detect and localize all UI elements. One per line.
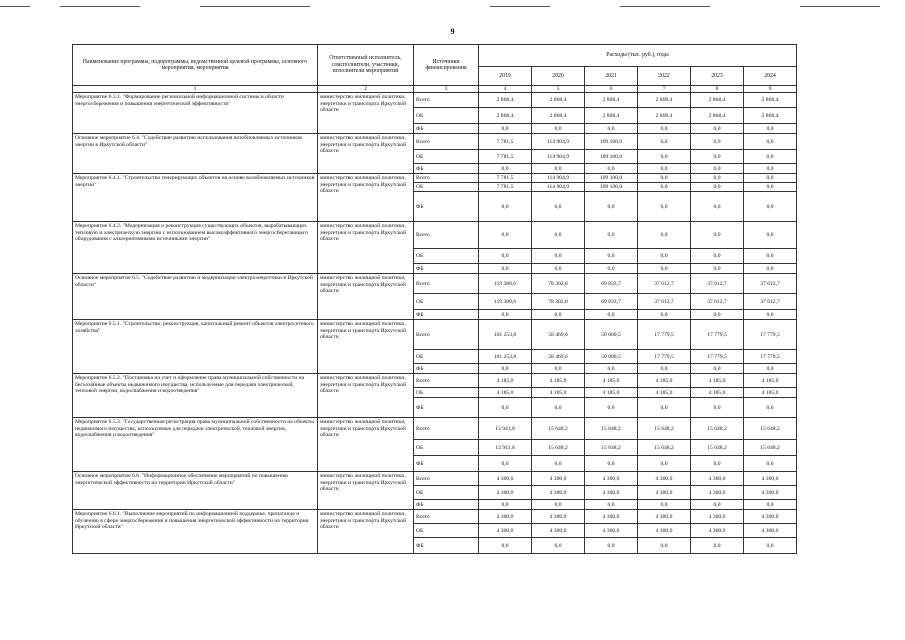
expense-cell: 15 648,2 [532, 418, 585, 440]
expense-cell: 0,0 [744, 124, 797, 134]
row-source: ОБ [414, 486, 479, 500]
row-executor: министерство жилищной политики, энергетики и транспорта Иркутской области [318, 320, 414, 374]
expense-cell: 0,0 [479, 398, 532, 418]
expense-cell: 58 469,6 [532, 320, 585, 350]
expense-cell: 4 185,0 [479, 374, 532, 388]
expense-cell: 0,0 [638, 183, 691, 192]
table-row [73, 174, 797, 183]
expense-cell: 109 100,0 [585, 134, 638, 150]
expense-cell: 0,0 [638, 192, 691, 222]
expense-cell: 0,0 [691, 192, 744, 222]
column-index: 5 [532, 86, 585, 93]
expense-cell: 0,0 [532, 456, 585, 472]
header-year: 2020 [532, 67, 585, 86]
expense-cell: 15 648,2 [744, 440, 797, 456]
expense-cell: 109 100,0 [585, 183, 638, 192]
expense-cell: 0,0 [585, 538, 638, 554]
column-index: 3 [414, 86, 479, 93]
expense-cell: 2 868,4 [532, 108, 585, 124]
expense-cell: 114 904,9 [532, 134, 585, 150]
expense-cell: 0,0 [532, 538, 585, 554]
expense-cell: 0,0 [744, 456, 797, 472]
expense-cell: 109 100,0 [585, 174, 638, 183]
expense-cell: 0,0 [532, 124, 585, 134]
expense-cell: 0,0 [691, 456, 744, 472]
expense-cell: 15 648,2 [638, 440, 691, 456]
expense-cell: 2 868,4 [691, 108, 744, 124]
row-executor: министерство жилищной политики, энергетики и транспорта Иркутской области [318, 472, 414, 510]
column-index: 9 [744, 86, 797, 93]
row-source: ФБ [414, 398, 479, 418]
expense-cell: 0,0 [532, 264, 585, 274]
expense-cell: 2 868,4 [744, 108, 797, 124]
column-index: 1 [73, 86, 318, 93]
expense-cell: 0,0 [744, 183, 797, 192]
expense-cell: 37 612,7 [744, 294, 797, 310]
expense-cell: 7 781,5 [479, 183, 532, 192]
row-source: ОБ [414, 249, 479, 264]
row-executor: министерство жилищной политики, энергетики и транспорта Иркутской области [318, 418, 414, 472]
expense-cell: 4 300,0 [532, 524, 585, 538]
row-source: ОБ [414, 440, 479, 456]
row-source: Всего [414, 418, 479, 440]
expense-cell: 0,0 [532, 222, 585, 249]
expense-cell: 13 941,8 [479, 440, 532, 456]
expense-cell: 0,0 [638, 500, 691, 510]
expense-cell: 0,0 [638, 174, 691, 183]
expense-cell: 0,0 [479, 124, 532, 134]
header-executor: Ответственный исполнитель, соисполнители, участники, исполнители мероприятий [318, 45, 414, 86]
expense-cell: 78 302,8 [532, 274, 585, 294]
expense-cell: 15 648,2 [691, 418, 744, 440]
expense-cell: 2 868,4 [479, 108, 532, 124]
expense-cell: 0,0 [585, 222, 638, 249]
expense-cell: 0,0 [479, 310, 532, 320]
row-executor: министерство жилищной политики, энергетики и транспорта Иркутской области [318, 510, 414, 554]
expense-cell: 4 185,0 [585, 388, 638, 398]
expense-cell: 0,0 [744, 192, 797, 222]
expense-cell: 4 300,0 [638, 472, 691, 486]
expense-cell: 37 612,7 [691, 274, 744, 294]
table-row [73, 418, 797, 440]
expense-cell: 17 779,5 [744, 320, 797, 350]
expense-cell: 0,0 [585, 264, 638, 274]
expense-cell: 4 185,0 [479, 388, 532, 398]
row-source: ОБ [414, 388, 479, 398]
top-rule [490, 6, 550, 7]
expense-cell: 4 300,0 [638, 510, 691, 524]
expense-cell: 0,0 [479, 500, 532, 510]
expense-cell: 15 648,2 [691, 440, 744, 456]
expense-cell: 0,0 [744, 538, 797, 554]
expense-cell: 4 185,0 [691, 388, 744, 398]
expense-cell: 4 185,0 [638, 374, 691, 388]
expense-cell: 4 300,0 [638, 486, 691, 500]
row-executor: министерство жилищной политики, энергетики и транспорта Иркутской области [318, 274, 414, 320]
header-name: Наименование программы, подпрограммы, ведомственной целевой программы, основного мероприятия, мероприятия [73, 45, 318, 86]
expense-cell: 0,0 [691, 134, 744, 150]
row-name: Основное мероприятие 6.4. "Содействие развитию использования возобновляемых источников энергии в Иркутской области" [73, 134, 318, 174]
expense-cell: 4 185,0 [744, 388, 797, 398]
expense-cell: 17 779,5 [691, 350, 744, 364]
expense-cell: 0,0 [585, 310, 638, 320]
header-year: 2023 [691, 67, 744, 86]
expense-cell: 4 300,0 [744, 472, 797, 486]
expense-cell: 0,0 [691, 183, 744, 192]
expense-cell: 0,0 [638, 150, 691, 164]
table-row [73, 472, 797, 486]
expense-cell: 119 380,6 [479, 294, 532, 310]
expense-cell: 0,0 [691, 164, 744, 174]
table-row [73, 510, 797, 524]
row-source: ФБ [414, 456, 479, 472]
expense-cell: 0,0 [479, 249, 532, 264]
row-source: ОБ [414, 524, 479, 538]
row-name: Мероприятие 6.5.2. "Постановка на учет и оформление права муниципальной собственности на бесхозяйные объекты недвижимого имущества, используемые для передачи электрической, тепловой энергии, водоснабжения и водоотведения" [73, 374, 318, 418]
row-source: Всего [414, 510, 479, 524]
expense-cell: 2 868,4 [638, 93, 691, 108]
expense-cell: 2 868,4 [744, 93, 797, 108]
column-index: 2 [318, 86, 414, 93]
expense-cell: 2 868,4 [479, 93, 532, 108]
expense-cell: 0,0 [744, 164, 797, 174]
row-source: Всего [414, 134, 479, 150]
top-rule [620, 6, 710, 7]
row-source: ОБ [414, 108, 479, 124]
expense-cell: 0,0 [479, 164, 532, 174]
expense-cell: 0,0 [585, 164, 638, 174]
expense-cell: 0,0 [585, 124, 638, 134]
expense-cell: 0,0 [479, 456, 532, 472]
expense-cell: 0,0 [638, 398, 691, 418]
expense-cell: 0,0 [532, 310, 585, 320]
header-year: 2021 [585, 67, 638, 86]
row-name: Мероприятие 6.5.1. "Строительство, реконструкция, капитальный ремонт объектов электросетевого хозяйства" [73, 320, 318, 374]
expense-cell: 17 779,5 [744, 350, 797, 364]
header-source: Источники финансирования [414, 45, 479, 86]
expense-cell: 2 868,4 [585, 108, 638, 124]
row-executor: министерство жилищной политики, энергетики и транспорта Иркутской области [318, 134, 414, 174]
header-year: 2024 [744, 67, 797, 86]
expense-cell: 0,0 [744, 264, 797, 274]
row-name: Основное мероприятие 6.5. "Содействие развитию и модернизации электроэнергетики в Иркутской области" [73, 274, 318, 320]
expense-cell: 0,0 [638, 124, 691, 134]
table-row [73, 374, 797, 388]
expense-cell: 15 648,2 [585, 418, 638, 440]
column-index: 6 [585, 86, 638, 93]
expense-cell: 0,0 [744, 134, 797, 150]
expense-cell: 0,0 [585, 398, 638, 418]
expense-cell: 7 781,5 [479, 150, 532, 164]
row-executor: министерство жилищной политики, энергетики и транспорта Иркутской области [318, 222, 414, 274]
expense-cell: 101 253,8 [479, 350, 532, 364]
expense-cell: 37 612,7 [691, 294, 744, 310]
row-source: ФБ [414, 264, 479, 274]
expense-cell: 4 185,0 [532, 388, 585, 398]
row-source: ОБ [414, 150, 479, 164]
expense-cell: 17 779,5 [638, 320, 691, 350]
expense-cell: 114 904,9 [532, 150, 585, 164]
expense-cell: 0,0 [691, 538, 744, 554]
row-source: ФБ [414, 538, 479, 554]
row-name: Основное мероприятие 6.6. "Информационное обеспечение мероприятий по повышению энергетической эффективности на территории Иркутской области" [73, 472, 318, 510]
expense-cell: 119 380,6 [479, 274, 532, 294]
row-source: ФБ [414, 164, 479, 174]
expense-cell: 69 833,7 [585, 294, 638, 310]
expense-cell: 0,0 [744, 398, 797, 418]
expense-cell: 0,0 [638, 164, 691, 174]
expense-cell: 0,0 [479, 538, 532, 554]
expense-cell: 0,0 [638, 456, 691, 472]
expense-cell: 4 185,0 [532, 374, 585, 388]
row-source: Всего [414, 174, 479, 183]
expense-cell: 0,0 [638, 538, 691, 554]
expense-cell: 0,0 [638, 249, 691, 264]
expense-cell: 0,0 [585, 364, 638, 374]
table-row [73, 274, 797, 294]
expense-cell: 4 300,0 [585, 524, 638, 538]
header-year: 2019 [479, 67, 532, 86]
expense-cell: 0,0 [585, 456, 638, 472]
expense-cell: 4 300,0 [744, 486, 797, 500]
expense-cell: 4 300,0 [585, 472, 638, 486]
page-number: 9 [450, 27, 455, 36]
expense-cell: 17 779,5 [638, 350, 691, 364]
row-name: Мероприятие 6.3.1. "Формирование региональной информационной системы в области энергосбережения и повышения энергетической эффективности" [73, 93, 318, 134]
expense-cell: 101 253,8 [479, 320, 532, 350]
expense-cell: 4 300,0 [532, 510, 585, 524]
expense-cell: 0,0 [479, 264, 532, 274]
top-rule [0, 6, 30, 7]
expense-cell: 4 300,0 [691, 486, 744, 500]
row-source: Всего [414, 472, 479, 486]
expense-cell: 0,0 [532, 398, 585, 418]
expense-cell: 15 648,2 [744, 418, 797, 440]
expense-cell: 0,0 [585, 192, 638, 222]
row-source: ОБ [414, 294, 479, 310]
column-index: 8 [691, 86, 744, 93]
expense-cell: 0,0 [638, 364, 691, 374]
row-name: Мероприятие 6.5.3. "Государственная регистрация права муниципальной собственности на объекты недвижимого имущества, используемые для передачи электрической, тепловой энергии, водоснабжения и водоотведения" [73, 418, 318, 472]
expense-cell: 4 300,0 [479, 486, 532, 500]
row-source: Всего [414, 274, 479, 294]
column-index: 4 [479, 86, 532, 93]
expense-cell: 69 833,7 [585, 274, 638, 294]
expense-cell: 114 904,9 [532, 174, 585, 183]
expense-cell: 0,0 [691, 264, 744, 274]
expense-cell: 0,0 [638, 310, 691, 320]
row-source: ФБ [414, 192, 479, 222]
expense-cell: 2 868,4 [585, 93, 638, 108]
row-executor: министерство жилищной политики, энергетики и транспорта Иркутской области [318, 174, 414, 222]
top-rule [60, 6, 140, 7]
expense-cell: 7 781,5 [479, 174, 532, 183]
table-row [73, 222, 797, 249]
expense-cell: 109 100,0 [585, 150, 638, 164]
expense-cell: 15 648,2 [532, 440, 585, 456]
expenses-table [72, 44, 797, 554]
expense-cell: 0,0 [744, 249, 797, 264]
expense-cell: 0,0 [691, 150, 744, 164]
expense-cell: 0,0 [691, 249, 744, 264]
expense-cell: 37 612,7 [638, 274, 691, 294]
table-row [73, 134, 797, 150]
expense-cell: 13 941,8 [479, 418, 532, 440]
table-row [73, 93, 797, 108]
expense-cell: 4 300,0 [532, 486, 585, 500]
expense-cell: 15 648,2 [585, 440, 638, 456]
expense-cell: 50 000,5 [585, 350, 638, 364]
expense-cell: 4 300,0 [585, 510, 638, 524]
row-source: Всего [414, 320, 479, 350]
expense-cell: 0,0 [532, 192, 585, 222]
row-executor: министерство жилищной политики, энергетики и транспорта Иркутской области [318, 93, 414, 134]
expense-cell: 4 185,0 [638, 388, 691, 398]
row-source: ОБ [414, 350, 479, 364]
expense-cell: 0,0 [638, 264, 691, 274]
expense-cell: 0,0 [744, 310, 797, 320]
expense-cell: 4 300,0 [638, 524, 691, 538]
expense-cell: 4 300,0 [479, 472, 532, 486]
expense-cell: 0,0 [638, 134, 691, 150]
expense-cell: 17 779,5 [691, 320, 744, 350]
expense-cell: 0,0 [691, 500, 744, 510]
expense-cell: 0,0 [691, 124, 744, 134]
row-source: Всего [414, 374, 479, 388]
expense-cell: 4 300,0 [744, 510, 797, 524]
expense-cell: 0,0 [691, 398, 744, 418]
expense-cell: 0,0 [638, 222, 691, 249]
expense-cell: 0,0 [744, 150, 797, 164]
expense-cell: 4 300,0 [532, 472, 585, 486]
expense-cell: 0,0 [532, 500, 585, 510]
expense-cell: 2 868,4 [638, 108, 691, 124]
expense-cell: 2 868,4 [532, 93, 585, 108]
expense-cell: 4 300,0 [585, 486, 638, 500]
row-executor: министерство жилищной политики, энергетики и транспорта Иркутской области [318, 374, 414, 418]
header-expenses: Расходы (тыс. руб.), годы [479, 45, 797, 67]
expense-cell: 50 000,5 [585, 320, 638, 350]
expense-cell: 0,0 [532, 364, 585, 374]
expense-cell: 0,0 [479, 364, 532, 374]
row-source: ФБ [414, 124, 479, 134]
expense-cell: 0,0 [744, 222, 797, 249]
expense-cell: 37 612,7 [638, 294, 691, 310]
expense-cell: 0,0 [479, 222, 532, 249]
row-name: Мероприятие 6.6.1. "Выполнение мероприятий по информационной поддержке, пропаганде и обучению в сфере энергосбережения и повышения энергетической эффективности на территории Иркутской области" [73, 510, 318, 554]
row-source: Всего [414, 222, 479, 249]
expense-cell: 0,0 [479, 192, 532, 222]
row-source: ФБ [414, 364, 479, 374]
expense-cell: 0,0 [585, 500, 638, 510]
expense-cell: 0,0 [744, 364, 797, 374]
expense-cell: 114 904,9 [532, 183, 585, 192]
row-source: Всего [414, 93, 479, 108]
expense-cell: 0,0 [691, 174, 744, 183]
expense-cell: 0,0 [691, 364, 744, 374]
row-source: ОБ [414, 183, 479, 192]
row-name: Мероприятие 6.4.2. "Модернизация и реконструкция существующих объектов, вырабатывающих тепловую и электрическую энергию с использованием высокоэффективного энергосберегающего оборудования с альтернативными источниками энергии" [73, 222, 318, 274]
row-source: ФБ [414, 310, 479, 320]
expense-cell: 4 185,0 [691, 374, 744, 388]
expense-cell: 4 300,0 [744, 524, 797, 538]
expense-cell: 0,0 [532, 164, 585, 174]
expense-cell: 4 185,0 [585, 374, 638, 388]
top-rule [800, 6, 880, 7]
expense-cell: 0,0 [744, 500, 797, 510]
expense-cell: 37 612,7 [744, 274, 797, 294]
row-source: ФБ [414, 500, 479, 510]
expense-cell: 2 868,4 [691, 93, 744, 108]
expense-cell: 4 300,0 [691, 524, 744, 538]
expense-cell: 4 300,0 [691, 472, 744, 486]
expense-cell: 0,0 [744, 174, 797, 183]
expense-cell: 4 300,0 [479, 510, 532, 524]
expense-cell: 58 469,6 [532, 350, 585, 364]
row-name: Мероприятие 6.4.1. "Строительство генерирующих объектов на основе возобновляемых источников энергии" [73, 174, 318, 222]
top-rule [200, 6, 310, 7]
expense-cell: 0,0 [532, 249, 585, 264]
expense-cell: 0,0 [691, 222, 744, 249]
expense-cell: 4 300,0 [691, 510, 744, 524]
expense-cell: 4 300,0 [479, 524, 532, 538]
expense-cell: 0,0 [691, 310, 744, 320]
expense-cell: 4 185,0 [744, 374, 797, 388]
expense-cell: 78 302,8 [532, 294, 585, 310]
expense-cell: 0,0 [585, 249, 638, 264]
column-index: 7 [638, 86, 691, 93]
header-year: 2022 [638, 67, 691, 86]
expense-cell: 15 648,2 [638, 418, 691, 440]
table-row [73, 320, 797, 350]
expense-cell: 7 781,5 [479, 134, 532, 150]
